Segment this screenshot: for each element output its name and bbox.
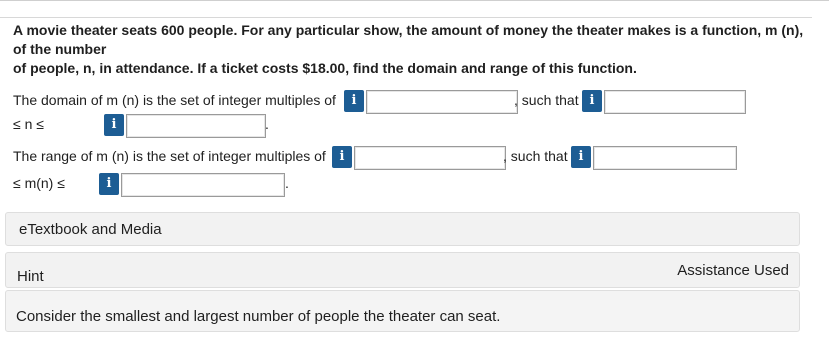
- domain-period: .: [265, 116, 269, 132]
- hint-panel[interactable]: [5, 252, 800, 288]
- info-icon[interactable]: i: [104, 114, 124, 136]
- range-row: [0, 146, 829, 170]
- info-icon[interactable]: i: [344, 90, 364, 112]
- range-multiple-input[interactable]: [354, 146, 506, 170]
- question-line-2: of people, n, in attendance. If a ticket costs $18.00, find the domain and range of this function.: [13, 60, 637, 76]
- etextbook-media-panel[interactable]: [5, 212, 800, 246]
- range-row-2: [0, 173, 829, 197]
- range-such-that-text: , such that: [503, 148, 568, 164]
- question-text: [13, 21, 813, 78]
- hint-content-text: Consider the smallest and largest number of people the theater can seat.: [16, 308, 501, 325]
- etextbook-media-label: eTextbook and Media: [19, 221, 162, 238]
- domain-such-that-text: , such that: [514, 92, 579, 108]
- assistance-used-label: Assistance Used: [677, 262, 789, 279]
- hint-label: Hint: [17, 268, 44, 285]
- range-lower-input[interactable]: [593, 146, 737, 170]
- question-line-1: A movie theater seats 600 people. For any particular show, the amount of money the theater makes is a function, m (n), of the number: [13, 22, 804, 57]
- domain-row: [0, 90, 829, 114]
- info-icon[interactable]: i: [332, 146, 352, 168]
- info-icon[interactable]: i: [582, 90, 602, 112]
- info-icon[interactable]: i: [99, 173, 119, 195]
- domain-lower-input[interactable]: [604, 90, 746, 114]
- header-divider: [0, 17, 812, 18]
- range-period: .: [285, 175, 289, 191]
- domain-upper-input[interactable]: [126, 114, 266, 138]
- domain-inequality-text: ≤ n ≤: [13, 116, 44, 132]
- hint-content-panel: [5, 290, 800, 332]
- info-icon[interactable]: i: [571, 146, 591, 168]
- domain-prefix-text: The domain of m (n) is the set of integer multiples of: [13, 92, 336, 108]
- domain-multiple-input[interactable]: [366, 90, 518, 114]
- range-prefix-text: The range of m (n) is the set of integer multiples of: [13, 148, 326, 164]
- domain-row-2: [0, 114, 829, 138]
- top-divider: [0, 0, 829, 1]
- range-upper-input[interactable]: [121, 173, 285, 197]
- range-inequality-text: ≤ m(n) ≤: [13, 175, 65, 191]
